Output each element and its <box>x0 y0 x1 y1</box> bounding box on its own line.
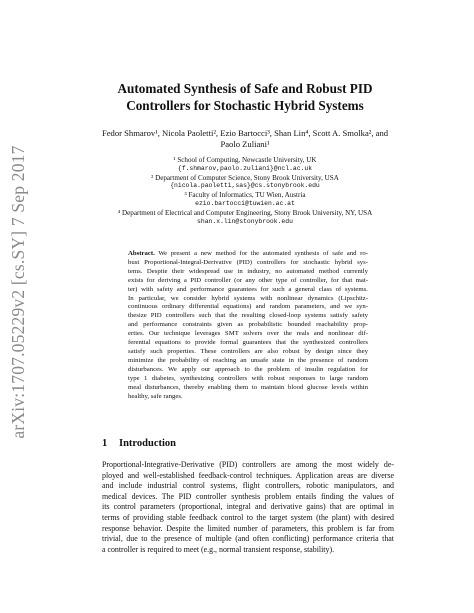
body-line: Proportional-Integrative-Derivative (PID) controllers are among the most widely de- <box>102 460 394 469</box>
section-number: 1 <box>102 438 108 449</box>
abstract-line: and performance constraints given as probabilistic bounded reachability prop- <box>128 321 368 329</box>
abstract-line: satisfy such properties. These controllers are also robust by design since they <box>128 347 368 355</box>
section-title: Introduction <box>119 438 176 449</box>
body-line: its control parameters (proportional, integral and derivative gains) that are optimal in <box>102 502 394 512</box>
affiliation-4 <box>82 209 408 227</box>
introduction-paragraph <box>102 460 394 555</box>
abstract-line <box>128 250 368 259</box>
affiliation-3-email: ezio.bartocci@tuwien.ac.at <box>195 199 295 207</box>
body-line: response behavior. Despite the limited number of parameters, this problem is far from <box>102 523 394 533</box>
affiliation-4-text: ⁴ Department of Electrical and Computer Engineering, Stony Brook University, NY, USA <box>117 208 373 217</box>
author-list-line-2: Paolo Zuliani¹ <box>220 139 270 149</box>
abstract-line: meal disturbances, thereby enabling them to maintain blood glucose levels within <box>128 383 368 391</box>
paper-title-line-1: Automated Synthesis of Safe and Robust PID <box>117 81 373 96</box>
abstract-line: minimize the probability of reaching an unsafe state in the presence of random <box>128 356 368 364</box>
affiliation-4-email: shan.x.lin@stonybrook.edu <box>197 217 293 225</box>
abstract-line: healthy, safe ranges. <box>128 392 183 400</box>
abstract-line: continuous ordinary differential equations) and random parameters, and we syn- <box>128 303 368 311</box>
affiliation-1-text: ¹ School of Computing, Newcastle University, UK <box>173 156 317 164</box>
abstract-line: erties. Our technique leverages SMT solvers over the reals and nonlinear dif- <box>128 330 368 338</box>
affiliation-3-text: ³ Faculty of Informatics, TU Wien, Austria <box>184 191 306 200</box>
affiliation-1 <box>82 156 408 174</box>
abstract-line: tems. Despite their widespread use in industry, no automated method currently <box>128 267 368 275</box>
affiliation-3 <box>82 191 408 209</box>
abstract-line-text: We present a new method for the automated synthesis of safe and ro- <box>154 250 368 257</box>
affiliation-2-text: ² Department of Computer Science, Stony Brook University, USA <box>151 173 339 182</box>
abstract-line: disturbances. We apply our approach to the problem of insulin regulation for <box>128 365 368 373</box>
section-heading-introduction <box>102 437 176 450</box>
abstract-line: ferential equations to provide formal guarantees that the synthesized controllers <box>128 339 368 347</box>
body-line: medical devices. The PID controller synthesis problem entails finding the values of <box>102 491 394 501</box>
body-line: and include industrial control systems, flight controllers, robotic manipulators, and <box>102 481 394 491</box>
paper-title <box>80 80 410 114</box>
paper-title-line-2: Controllers for Stochastic Hybrid Systems <box>126 98 364 113</box>
abstract <box>128 250 368 401</box>
affiliations-block <box>82 156 408 226</box>
author-list <box>90 128 400 150</box>
body-line: a controller is required to meet (e.g., normal transient response, stability). <box>102 544 335 554</box>
abstract-label: Abstract. <box>128 250 155 257</box>
abstract-line: thesize PID controllers such that the resulting closed-loop systems satisfy safety <box>128 312 368 320</box>
arxiv-identifier-stamp: arXiv:1707.05229v2 [cs.SY] 7 Sep 2017 <box>8 145 28 439</box>
affiliation-2 <box>82 174 408 192</box>
body-line: ployed and well-established feedback-control techniques. Application areas are diverse <box>102 470 394 480</box>
abstract-line: In particular, we consider hybrid systems with nonlinear dynamics (Lipschitz- <box>128 294 368 302</box>
body-line: trivial, due to the presence of multiple (and often conflicting) performance criteria that <box>102 534 394 544</box>
affiliation-1-email: {f.shmarov,paolo.zuliani}@ncl.ac.uk <box>177 164 313 172</box>
affiliation-2-email: {nicola.paoletti,sas}@cs.stonybrook.edu <box>170 182 320 190</box>
abstract-line: bust Proportional-Integral-Derivative (PID) controllers for stochastic hybrid sys- <box>128 258 368 266</box>
body-line: terms of providing stable feedback control to the target system (the plant) with desired <box>102 512 394 522</box>
abstract-line: ter) with safety and performance guarantees for such a general class of systems. <box>128 285 368 293</box>
abstract-line: exists for deriving a PID controller (or any other type of controller, for that mat- <box>128 276 368 284</box>
author-list-line-1: Fedor Shmarov¹, Nicola Paoletti², Ezio Bartocci³, Shan Lin⁴, Scott A. Smolka², and <box>101 128 389 138</box>
abstract-line: type 1 diabetes, synthesizing controllers with robust responses to large random <box>128 374 368 382</box>
